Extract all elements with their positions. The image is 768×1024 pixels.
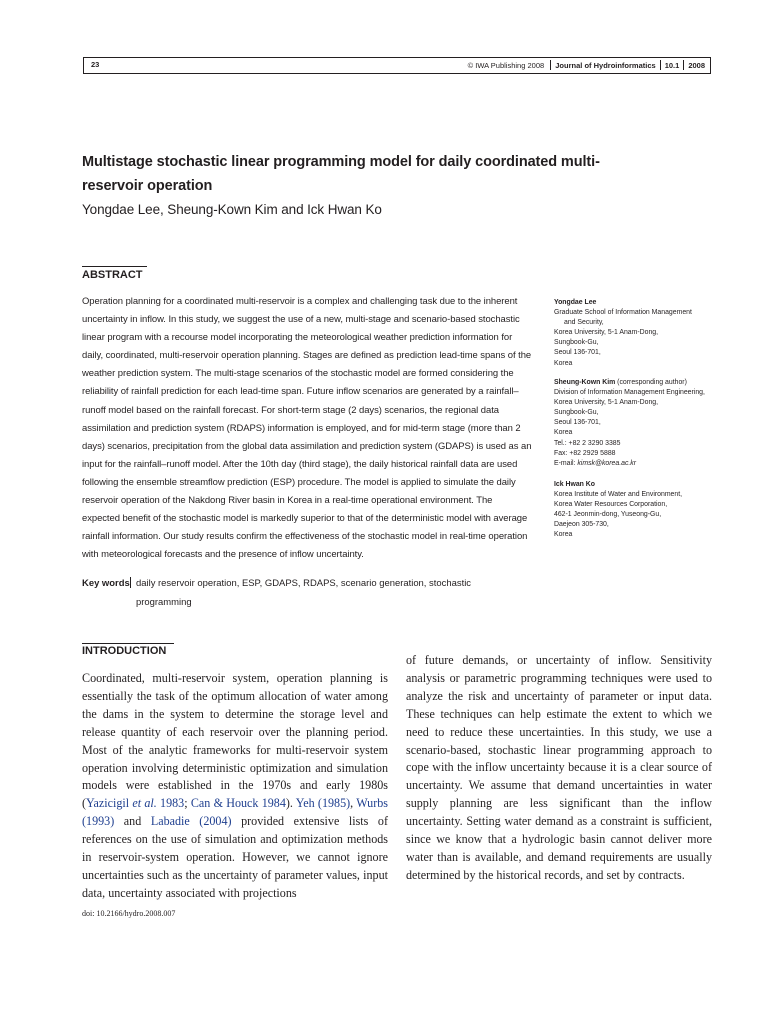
citation-link[interactable]: Can & Houck 1984: [190, 796, 286, 811]
address-line: Korea University, 5-1 Anam-Dong,: [554, 329, 659, 337]
page-number: 23: [91, 60, 100, 69]
address-line: 462-1 Jeonmin-dong, Yuseong-Gu,: [554, 511, 662, 519]
keywords: [82, 575, 532, 612]
address-line: Korea Institute of Water and Environment,: [554, 491, 683, 499]
email-label: E-mail:: [554, 459, 578, 467]
introduction-right-column: of future demands, or uncertainty of inflow. Sensitivity analysis or parametric programming techniques were used to analyze the risk and uncertainty of parameter or input data. These techniques can help estimate the extent to which we need to reduce these uncertainties. In this study, we use a scenario-based, stochastic linear programming approach to cope with the inflow uncertainty because it is a clear source of uncertainty. We assume that demand uncertainties in water supply planning are less significant than the inflow uncertainty. Setting water demand as a constraint is sufficient, since we know that a hydrologic basin cannot deliver more water than is available, and demand requirements are usually determined by the historical records, and set by contracts.: [406, 653, 712, 882]
address-line: Korea University, 5-1 Anam-Dong,: [554, 399, 659, 407]
affiliation-kim: [554, 378, 719, 469]
address-line: Sungbook-Gu,: [554, 339, 599, 347]
separator: [550, 60, 551, 70]
abstract-text: Operation planning for a coordinated multi-reservoir is a complex and challenging task due to the inherent uncertainty in inflow. In this study, we suggest the use of a new, multi-stage and scenario-based stochastic linear program with a recourse model incorporating the meteorological weather prediction information for daily, coordinated, multi-reservoir operation planning. Stages are defined as prediction lead-time spans of the weather prediction system. The multi-stage scenarios of the stochastic model are formed considering the reliability of rainfall prediction for each lead-time span. Future inflow scenarios are generated by a rainfall–runoff model based on the rainfall forecast. For short-term stage (2 days) scenarios, the regional data assimilation and prediction system (RDAPS) information is employed, and for mid-term stage (more than 2 days) scenarios, precipitation from the global data assimilation and prediction system (GDAPS) is used as an input for the rainfall–runoff model. After the 10th day (third stage), the daily historical rainfall data are used following the ensemble streamflow prediction (ESP) procedure. The model is applied to simulate the daily reservoir operation of the Nakdong River basin in Korea in a real-time operational environment. The expected benefit of the stochastic model is markedly superior to that of the deterministic model with average rainfall information. Our study results confirm the effectiveness of the stochastic model in real-time operation with meteorological forecasts and the presence of inflow uncertainty.: [82, 296, 532, 561]
citation-link[interactable]: Yazicigil: [86, 796, 133, 811]
citation-link[interactable]: et al.: [132, 796, 157, 811]
journal-name[interactable]: Journal of Hydroinformatics: [555, 61, 656, 70]
volume: 10.1: [664, 61, 680, 70]
citation-link[interactable]: 1983: [156, 796, 185, 811]
fax: Fax: +82 2929 5888: [554, 449, 616, 457]
keywords-text: daily reservoir operation, ESP, GDAPS, RDAPS, scenario generation, stochastic programming: [136, 578, 472, 608]
separator: [660, 60, 661, 70]
author-name: Yongdae Lee: [554, 299, 597, 306]
affiliation-lee: [554, 298, 719, 369]
address-line: Korea: [554, 359, 573, 367]
separator: [130, 577, 131, 588]
address-line: and Security,: [564, 319, 604, 327]
address-line: Korea Water Resources Corporation,: [554, 501, 668, 509]
journal-info: [468, 60, 705, 70]
introduction-heading: INTRODUCTION: [82, 645, 167, 657]
address-line: Korea: [554, 429, 573, 437]
address-line: Division of Information Management Engineering,: [554, 389, 705, 397]
separator: [683, 60, 684, 70]
address-line: Graduate School of Information Management: [554, 309, 692, 317]
citation-link[interactable]: Wurbs (1993): [82, 796, 388, 829]
author-name: Ick Hwan Ko: [554, 481, 595, 488]
introduction-left-column: Coordinated, multi-reservoir system, operation planning is essentially the task of the optimum allocation of water among the dams in the system to determine the storage level and release quantity of each reservoir over the planning period. Most of the analytic frameworks for multi-reservoir system operation involving deterministic optimization and simulation models were established in the 1970s and early 1980s (Yazicigil et al. 1983; Can & Houck 1984). Yeh (1985), Wurbs (1993) and Labadie (2004) provided extensive lists of references on the use of simulation and optimization methods in reservoir-system operation. However, we cannot ignore uncertainties such as the uncertainty of parameter values, input data, uncertainty associated with projections: [82, 671, 388, 900]
running-header: [83, 57, 711, 74]
phone: Tel.: +82 2 3290 3385: [554, 439, 621, 447]
paper-title: Multistage stochastic linear programming model for daily coordinated multi-reservoir operation: [82, 154, 600, 194]
year: 2008: [688, 61, 705, 70]
author-list: Yongdae Lee, Sheung-Kown Kim and Ick Hwan Ko: [82, 202, 382, 217]
copyright: © IWA Publishing 2008: [467, 61, 545, 70]
abstract-heading: ABSTRACT: [82, 269, 143, 281]
doi[interactable]: doi: 10.2166/hydro.2008.007: [82, 909, 176, 918]
address-line: Korea: [554, 531, 573, 539]
address-line: Daejeon 305-730,: [554, 521, 609, 529]
citation-link[interactable]: Yeh (1985): [295, 796, 351, 811]
address-line: Seoul 136-701,: [554, 349, 601, 357]
corresponding-note: (corresponding author): [615, 379, 687, 386]
author-name: Sheung-Kown Kim: [554, 379, 616, 386]
keywords-label: Key words: [82, 578, 130, 589]
introduction-rule: [82, 643, 174, 644]
address-line: Sungbook-Gu,: [554, 409, 599, 417]
abstract-rule: [82, 266, 147, 267]
address-line: Seoul 136-701,: [554, 419, 601, 427]
citation-link[interactable]: Labadie (2004): [150, 814, 232, 829]
email-link[interactable]: kimsk@korea.ac.kr: [577, 459, 637, 467]
affiliation-ko: [554, 480, 719, 541]
